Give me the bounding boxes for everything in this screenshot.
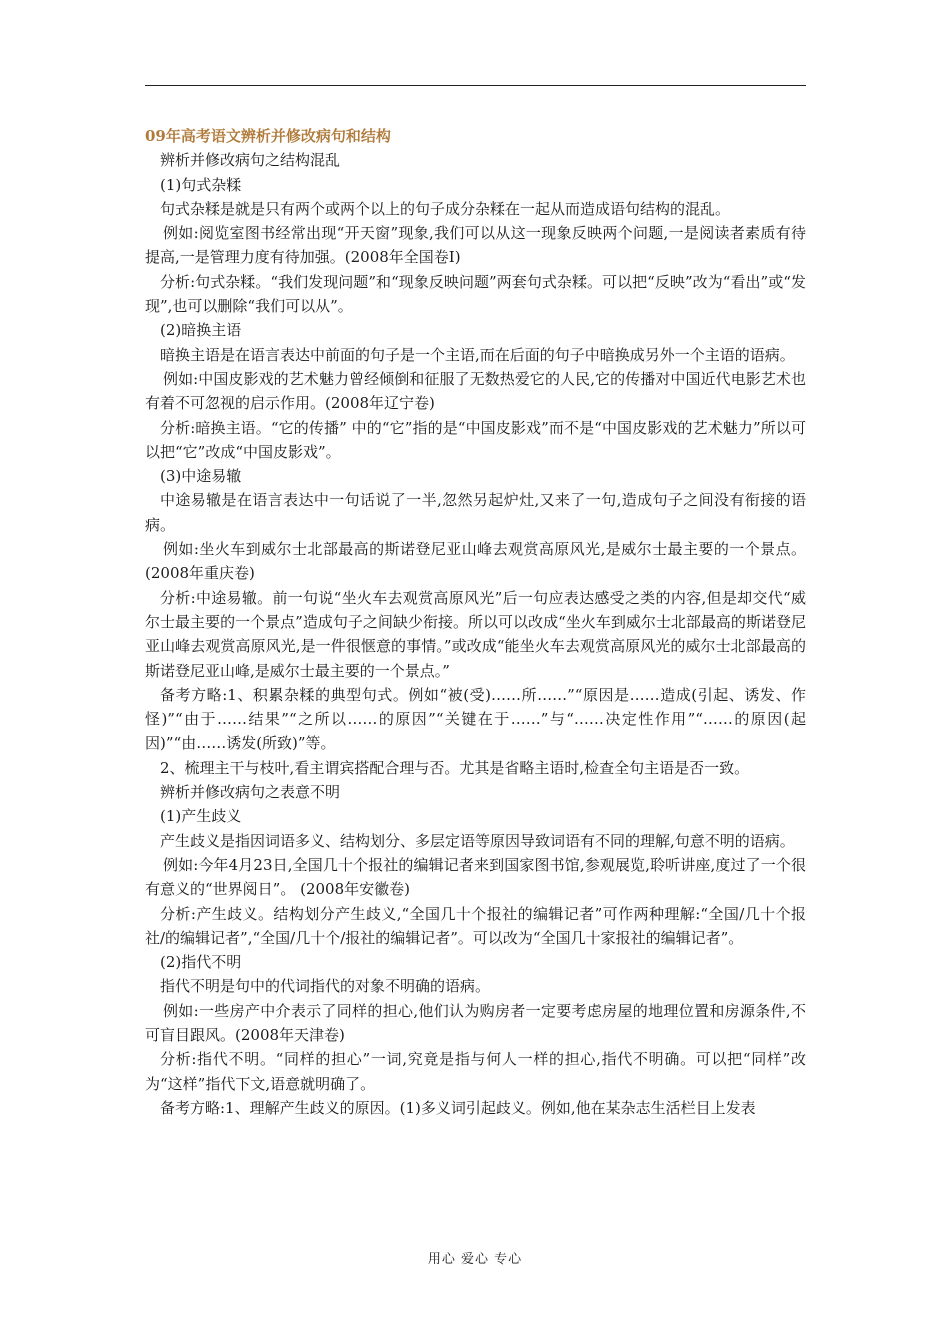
document-body xyxy=(145,124,806,1120)
subheading-ambiguity: (1)产生歧义 xyxy=(160,807,242,826)
strategy-paragraph: 2、梳理主干与枝叶,看主谓宾搭配合理与否。尤其是省略主语时,检查全句主语是否一致。 xyxy=(160,758,750,777)
section-heading-structure: 辨析并修改病句之结构混乱 xyxy=(160,151,341,170)
paragraph: 句式杂糅是就是只有两个或两个以上的句子成分杂糅在一起从而造成语句结构的混乱。 xyxy=(160,199,731,218)
example-paragraph: 例如:一些房产中介表示了同样的担心,他们认为购房者一定要考虑房屋的地理位置和房源条件,不可盲目跟风。(2008年天津卷) xyxy=(145,1001,806,1044)
subheading-mixed-syntax: (1)句式杂糅 xyxy=(160,175,242,194)
analysis-paragraph: 分析:指代不明。“同样的担心”一词,究竟是指与何人一样的担心,指代不明确。可以把“同样”改为“这样”指代下文,语意就明确了。 xyxy=(145,1050,806,1093)
page-footer: 用心 爱心 专心 xyxy=(427,1252,523,1267)
paragraph: 指代不明是句中的代词指代的对象不明确的语病。 xyxy=(160,977,491,996)
subheading-midway-change: (3)中途易辙 xyxy=(160,467,242,486)
document-title: 09年高考语文辨析并修改病句和结构 xyxy=(145,127,391,145)
header-rule xyxy=(145,85,806,86)
analysis-paragraph: 分析:产生歧义。结构划分产生歧义,“全国几十个报社的编辑记者”可作两种理解:“全国/几十个报社/的编辑记者”,“全国/几十个/报社的编辑记者”。可以改为“全国几十家报社的编辑记者”。 xyxy=(145,904,806,947)
section-heading-ambiguity: 辨析并修改病句之表意不明 xyxy=(160,783,341,802)
subheading-unclear-reference: (2)指代不明 xyxy=(160,953,242,972)
analysis-paragraph: 分析:句式杂糅。“我们发现问题”和“现象反映问题”两套句式杂糅。可以把“反映”改为“看出”或“发现”,也可以删除“我们可以从”。 xyxy=(145,272,806,316)
paragraph: 产生歧义是指因词语多义、结构划分、多层定语等原因导致词语有不同的理解,句意不明的语病。 xyxy=(160,831,795,850)
strategy-paragraph: 备考方略:1、积累杂糅的典型句式。例如“被(受)……所……”“原因是……造成(引起、诱发、作怪)”“由于……结果”“之所以……的原因”“关键在于……”与“……决定性作用”“……的原因(起因)”“由……诱发(所致)”等。 xyxy=(145,685,806,753)
example-paragraph: 例如:坐火车到威尔士北部最高的斯诺登尼亚山峰去观赏高原风光,是威尔士最主要的一个景点。(2008年重庆卷) xyxy=(145,540,806,583)
paragraph: 暗换主语是在语言表达中前面的句子是一个主语,而在后面的句子中暗换成另外一个主语的语病。 xyxy=(160,345,795,364)
paragraph: 中途易辙是在语言表达中一句话说了一半,忽然另起炉灶,又来了一句,造成句子之间没有衔接的语病。 xyxy=(145,491,806,534)
analysis-paragraph: 分析:中途易辙。前一句说“坐火车去观赏高原风光”后一句应表达感受之类的内容,但是却交代“威尔士最主要的一个景点”造成句子之间缺少衔接。所以可以改成“坐火车到威尔士北部最高的斯诺登尼亚山峰去观赏高原风光,是一件很惬意的事情。”或改成“能坐火车去观赏高原风光的威尔士北部最高的斯诺登尼亚山峰,是威尔士最主要的一个景点。” xyxy=(145,588,806,680)
strategy-paragraph: 备考方略:1、理解产生歧义的原因。(1)多义词引起歧义。例如,他在某杂志生活栏目上发表 xyxy=(160,1098,756,1117)
example-paragraph: 例如:阅览室图书经常出现“开天窗”现象,我们可以从这一现象反映两个问题,一是阅读者素质有待提高,一是管理力度有待加强。(2008年全国卷Ⅰ) xyxy=(145,224,806,267)
example-paragraph: 例如:中国皮影戏的艺术魅力曾经倾倒和征服了无数热爱它的人民,它的传播对中国近代电影艺术也有着不可忽视的启示作用。(2008年辽宁卷) xyxy=(145,369,806,413)
example-paragraph: 例如:今年4月23日,全国几十个报社的编辑记者来到国家图书馆,参观展览,聆听讲座,度过了一个很有意义的“世界阅日”。 (2008年安徽卷) xyxy=(145,855,806,899)
analysis-paragraph: 分析:暗换主语。“它的传播” 中的“它”指的是“中国皮影戏”而不是“中国皮影戏的艺术魅力”所以可以把“它”改成“中国皮影戏”。 xyxy=(145,418,806,461)
subheading-subject-swap: (2)暗换主语 xyxy=(160,321,242,340)
